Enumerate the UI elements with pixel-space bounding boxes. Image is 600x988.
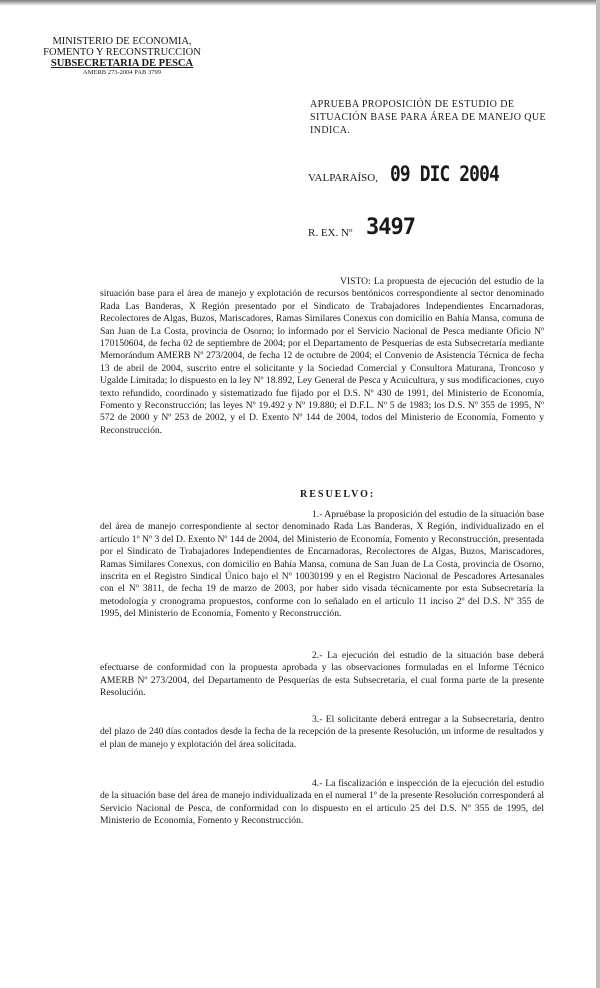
visto-text: La propuesta de ejecución del estudio de la situación base para el área de manejo y explotación de recursos bentónicos correspondiente al sector denominado Rada Las Banderas, X Región presentado por el Sindicato de Trabajadores Independientes Encarnadoras, Recolectores de Algas, Buzos, Mariscadores, Ramas Similares Conexus con domicilio en Bahía Mansa, comuna de San Juan de La Costa, provincia de Osorno; lo informado por el Servicio Nacional de Pesca mediante Oficio Nº 170150604, de fecha 02 de septiembre de 2004; por el Departamento de Pesquerías de esta Subsecretaría mediante Memorándum AMERB Nº 273/2004, de fecha 12 de octubre de 2004; el Convenio de Asistencia Técnica de fecha 13 de abril de 2004, suscrito entre el solicitante y la Sociedad Comercial y Consultora Maturana, Troncoso y Ugalde Limitada; lo dispuesto en la ley Nº 18.892, Ley General de Pesca y Acuicultura, y sus modificaciones, cuyo texto refundido, coordinado y sistematizado fue fijado por el D.S. Nº 430 de 1991, del Ministerio de Economía, Fomento y Reconstrucción; las leyes Nº 19.492 y Nº 19.880; el D.F.L. Nº 5 de 1983; los D.S. Nº 355 de 1995, Nº 572 de 2000 y Nº 253 de 2002, y el D. Exento Nº 144 de 2004, todos del Ministerio de Economía, Fomento y Reconstrucción. — [100, 276, 544, 436]
scan-edge-right — [596, 0, 600, 988]
ministry-line-1: MINISTERIO DE ECONOMIA, — [52, 36, 192, 47]
resolution-number: 3497 — [366, 215, 415, 240]
resuelvo-heading: RESUELVO: — [300, 489, 376, 500]
visto-paragraph — [100, 276, 544, 437]
resolution-prefix: R. EX. Nº — [308, 227, 353, 239]
clause-2 — [100, 650, 544, 700]
clause-3 — [100, 714, 544, 751]
clause-1-text: Apruébase la proposición del estudio de la situación base del área de manejo correspondiente al sector denominado Rada Las Banderas, X Región, individualizado en el artículo 1º Nº 3 del D. Exento Nº 144 de 2004, del Ministerio de Economía, Fomento y Reconstrucción, presentada por el Sindicato de Trabajadores Independientes de Encarnadoras, Recolectores de Algas, Buzos, Mariscadores, Ramas Similares Conexus, con domicilio en Bahía Mansa, comuna de San Juan de La Costa, provincia de Osorno, inscrita en el Registro Sindical Único bajo el Nº 10030199 y en el Registro Nacional de Pescadores Artesanales con el Nº 3811, de fecha 19 de marzo de 2003, por haber sido visada técnicamente por esta Subsecretaría la metodología y cronograma propuestos, conforme con lo señalado en el artículo 11 inciso 2º del D.S. Nº 355 de 1995, del Ministerio de Economía, Fomento y Reconstrucción. — [100, 509, 545, 620]
clause-4-number: 4.- — [312, 778, 323, 789]
clause-2-number: 2.- — [312, 650, 323, 661]
stamped-date: 09 DIC 2004 — [390, 162, 499, 186]
clause-2-text: La ejecución del estudio de la situación base deberá efectuarse de conformidad con la propuesta aprobada y las observaciones formuladas en el Informe Técnico AMERB Nº 273/2004, del Departamento de Pesquerías de esta Subsecretaría, el cual forma parte de la presente Resolución. — [100, 650, 544, 699]
subsecretaria-line: SUBSECRETARIA DE PESCA — [50, 58, 194, 69]
clause-4 — [100, 778, 544, 828]
visto-label: VISTO: — [340, 276, 371, 287]
clause-3-number: 3.- — [312, 714, 323, 725]
ministry-line-2: FOMENTO Y RECONSTRUCCION — [43, 47, 201, 58]
ministry-header — [38, 36, 206, 77]
clause-1 — [100, 509, 544, 621]
stamp-code: AMERB 273-2004 PAB 3799 — [83, 69, 161, 76]
subject-text: APRUEBA PROPOSICIÓN DE ESTUDIO DE SITUACIÓN BASE PARA ÁREA DE MANEJO QUE INDICA. — [310, 99, 546, 136]
place-label: VALPARAÍSO, — [308, 172, 378, 184]
clause-3-text: El solicitante deberá entregar a la Subsecretaría, dentro del plazo de 240 días contados desde la fecha de la recepción de la presente Resolución, un informe de resultados y el plan de manejo y explotación del área solicitada. — [100, 714, 544, 750]
clause-1-number: 1.- — [312, 509, 323, 520]
clause-4-text: La fiscalización e inspección de la ejecución del estudio de la situación base del área de manejo individualizada en el numeral 1º de la presente Resolución corresponderá al Servicio Nacional de Pesca, de conformidad con lo dispuesto en el artículo 25 del D.S. Nº 355 de 1995, del Ministerio de Economía, Fomento y Reconstrucción. — [100, 778, 544, 827]
scan-edge-top — [0, 0, 600, 6]
